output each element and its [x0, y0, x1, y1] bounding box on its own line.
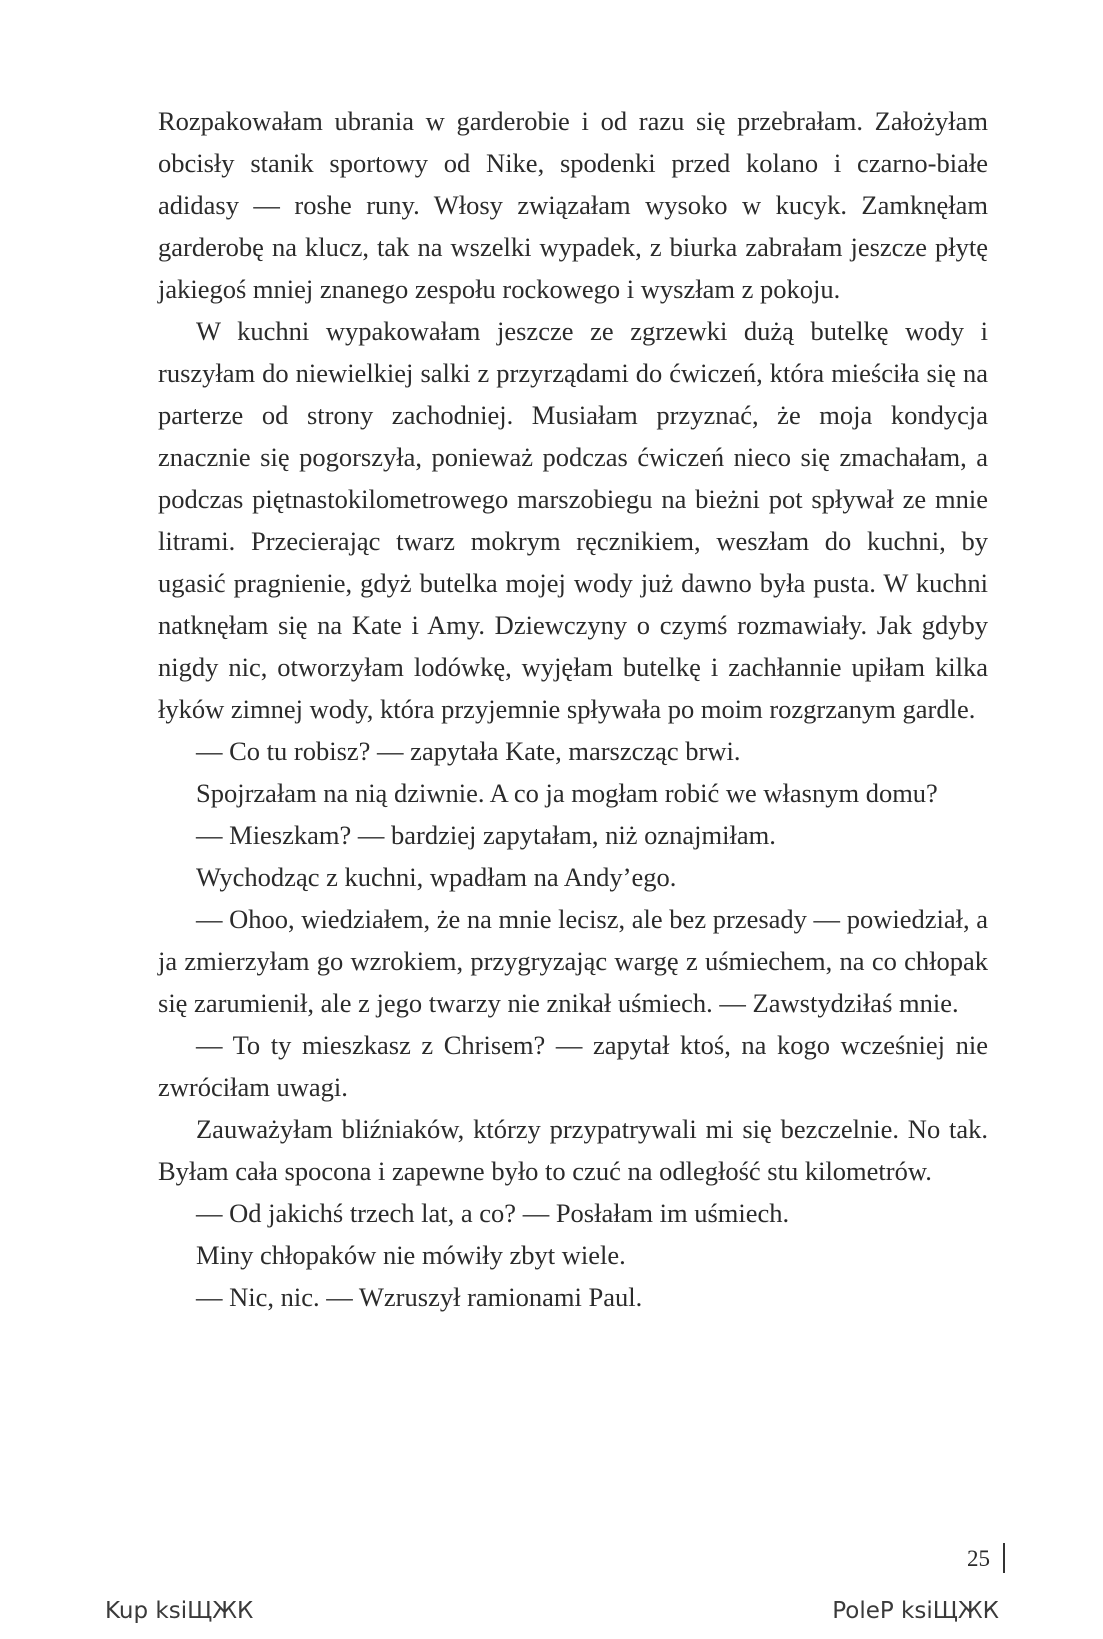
- dialogue-line: — Nic, nic. — Wzruszył ramionami Paul.: [196, 1282, 643, 1312]
- paragraph: Zauważyłam bliźniaków, którzy przypatrywali mi się bezczelnie. No tak. Byłam cała spocona i zapewne było to czuć na odległość stu kilometrów.: [158, 1114, 988, 1186]
- footer-buy-link[interactable]: Kup ksiЩЖК: [105, 1598, 254, 1624]
- paragraph: Wychodząc z kuchni, wpadłam na Andy’ego.: [196, 862, 677, 892]
- dialogue-line: — Co tu robisz? — zapytała Kate, marszcząc brwi.: [196, 736, 741, 766]
- dialogue-line: — To ty mieszkasz z Chrisem? — zapytał ktoś, na kogo wcześniej nie zwróciłam uwagi.: [158, 1030, 988, 1102]
- paragraph: Miny chłopaków nie mówiły zbyt wiele.: [196, 1240, 626, 1270]
- page-number-divider: [1003, 1543, 1005, 1573]
- paragraph: Spojrzałam na nią dziwnie. A co ja mogłam robić we własnym domu?: [196, 778, 938, 808]
- dialogue-line: — Mieszkam? — bardziej zapytałam, niż oznajmiłam.: [196, 820, 776, 850]
- dialogue-line: — Od jakichś trzech lat, a co? — Posłałam im uśmiech.: [196, 1198, 790, 1228]
- paragraph: W kuchni wypakowałam jeszcze ze zgrzewki dużą butelkę wody i ruszyłam do niewielkiej salki z przyrządami do ćwiczeń, która mieściła się na parterze od strony zachodniej. Musiałam przyznać, że moja kondycja znacznie się pogorszyła, ponieważ podczas ćwiczeń nieco się zmachałam, a podczas piętnastokilometrowego marszobiegu na bieżni pot spływał ze mnie litrami. Przecierając twarz mokrym ręcznikiem, weszłam do kuchni, by ugasić pragnienie, gdyż butelka mojej wody już dawno była pusta. W kuchni natknęłam się na Kate i Amy. Dziewczyny o czymś rozmawiały. Jak gdyby nigdy nic, otworzyłam lodówkę, wyjęłam butelkę i zachłannie upiłam kilka łyków zimnej wody, która przyjemnie spływała po moim rozgrzanym gardle.: [158, 316, 988, 724]
- dialogue-line: — Ohoo, wiedziałem, że na mnie lecisz, ale bez przesady — powiedział, a ja zmierzyłam go wzrokiem, przygryzając wargę z uśmiechem, na co chłopak się zarumienił, ale z jego twarzy nie znikał uśmiech. — Zawstydziłaś mnie.: [158, 904, 988, 1018]
- footer-recommend-link[interactable]: PoleР ksiЩЖК: [832, 1598, 999, 1624]
- page-number: 25: [967, 1546, 990, 1571]
- body-text: [158, 100, 988, 1318]
- paragraph: Rozpakowałam ubrania w garderobie i od razu się przebrałam. Założyłam obcisły stanik sportowy od Nike, spodenki przed kolano i czarno-białe adidasy — roshe runy. Włosy związałam wysoko w kucyk. Zamknęłam garderobę na klucz, tak na wszelki wypadek, z biurka zabrałam jeszcze płytę jakiegoś mniej znanego zespołu rockowego i wyszłam z pokoju.: [158, 106, 988, 304]
